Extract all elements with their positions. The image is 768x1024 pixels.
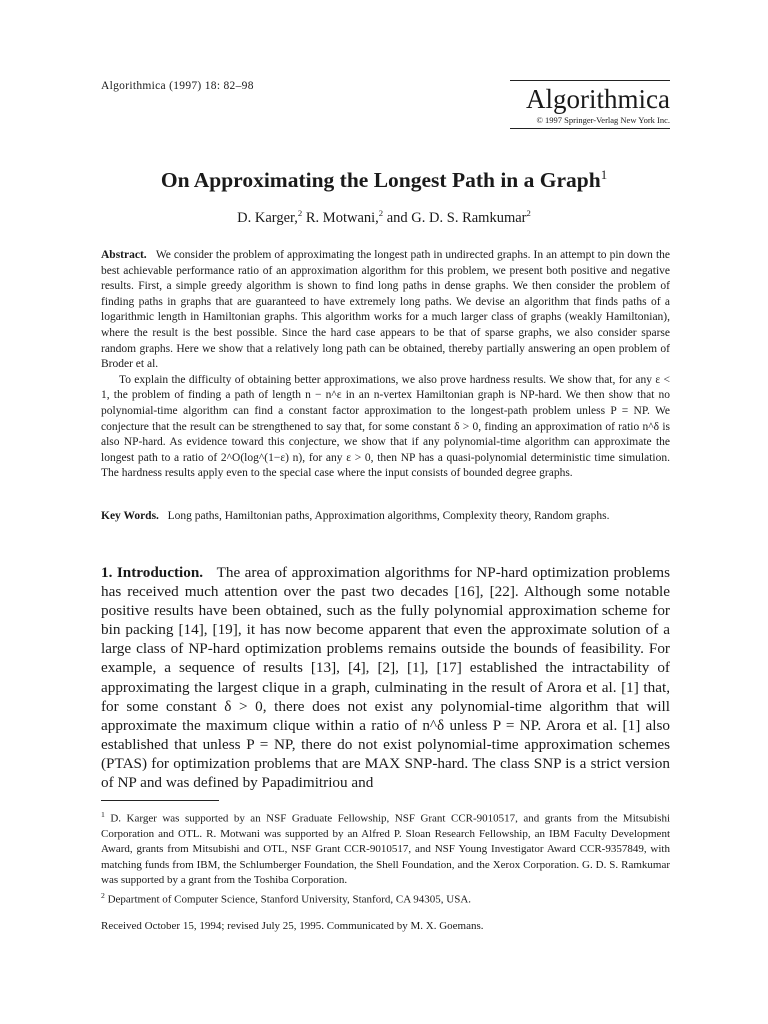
footnote-mark: 2 [101, 891, 105, 901]
abstract-text-1: We consider the problem of approximating the longest path in undirected graphs. In an attempt to pin down the best achievable performance ratio of an approximation algorithm for this problem, we present both positive and negative results. First, a simple greedy algorithm is shown to find long paths in dense graphs. We then consider the problem of finding paths in graphs that are guaranteed to have extremely long paths. We devise an algorithm that finds paths of a logarithmic length in Hamiltonian graphs. This algorithm works for a much larger class of graphs (weakly Hamiltonian), where the result is the best possible. Since the hard case appears to be that of sparse graphs, we also consider sparse random graphs. Here we show that a relatively long path can be obtained, thereby partially answering an open problem of Broder et al. [101, 249, 671, 371]
author-ramkumar: and G. D. S. Ramkumar [383, 209, 527, 226]
author-motwani: R. Motwani, [302, 209, 379, 226]
footnote-1 [101, 807, 670, 888]
keywords-label: Key Words. [101, 510, 159, 522]
author-karger: D. Karger, [237, 209, 298, 226]
abstract-paragraph-1 [101, 248, 670, 373]
title-footnote-mark: 1 [600, 168, 608, 182]
author-mark: 2 [526, 208, 531, 218]
journal-masthead [510, 80, 670, 129]
author-mark: 2 [378, 208, 384, 218]
paper-title [0, 168, 768, 193]
footnote-rule [101, 800, 219, 801]
intro-text: The area of approximation algorithms for NP-hard optimization problems has received much attention over the past two decades [16], [22]. Although some notable positive results have been obtained, such as the fully polynomial approximation scheme for bin packing [14], [19], it has now become apparent that even the approximate solution of a large class of NP-hard optimization problems remains outside the bounds of feasibility. For example, a sequence of results [13], [4], [2], [1], [17] established the intractability of approximating the largest clique in a graph, culminating in the result of Arora et al. [1] that, for some constant δ > 0, there does not exist any polynomial-time algorithm that will approximate the maximum clique within a ratio of n^δ unless P = NP. Arora et al. [1] also established that unless P = NP, there do not exist polynomial-time approximation schemes (PTAS) for optimization problems that are MAX SNP-hard. The class SNP is a strict version of NP and was defined by Papadimitriou and [101, 564, 671, 792]
journal-name: Algorithmica [526, 84, 670, 114]
abstract-text-2: To explain the difficulty of obtaining better approximations, we also prove hardness results. We show that, for any ε < 1, the problem of finding a path of length n − n^ε in an n-vertex Hamiltonian graph is NP-hard. We then show that no polynomial-time algorithm can find a constant factor approximation to the longest-path problem unless P = NP. We conjecture that the result can be strengthened to say that, for some constant δ > 0, finding an approximation of ratio n^δ is also NP-hard. As evidence toward this conjecture, we show that if any polynomial-time algorithm can approximate the longest path to a ratio of 2^O(log^(1−ε) n), for any ε > 0, then NP has a quasi-polynomial deterministic time simulation. The hardness results apply even to the special case where the input consists of bounded degree graphs. [101, 373, 670, 480]
abstract [101, 248, 670, 482]
section-heading: 1. Introduction. [101, 564, 204, 581]
author-list [0, 208, 768, 227]
footnote-2-text: Department of Computer Science, Stanford University, Stanford, CA 94305, USA. [107, 893, 472, 906]
footnote-1-text: D. Karger was supported by an NSF Graduate Fellowship, NSF Grant CCR-9010517, and grants from the Mitsubishi Corporation and OTL. R. Motwani was supported by an Alfred P. Sloan Research Fellowship, an IBM Faculty Development Award, grants from Mitsubishi and OTL, NSF Grant CCR-9010517, and NSF Young Investigator Award CCR-9357849, with matching funds from IBM, the Schlumberger Foundation, the Shell Foundation, and the Xerox Corporation. G. D. S. Ramkumar was supported by a grant from the Toshiba Corporation. [101, 812, 671, 886]
intro-paragraph [101, 563, 670, 792]
masthead-rule [510, 80, 670, 81]
abstract-label: Abstract. [101, 249, 147, 261]
footnote-2 [101, 888, 670, 908]
running-head: Algorithmica (1997) 18: 82–98 [101, 80, 254, 92]
copyright-line: © 1997 Springer-Verlag New York Inc. [510, 115, 670, 129]
keywords [101, 510, 670, 522]
introduction-section [101, 563, 670, 792]
footnote-mark: 1 [101, 810, 105, 819]
received-line: Received October 15, 1994; revised July 25, 1995. Communicated by M. X. Goemans. [101, 920, 484, 932]
footnotes [101, 807, 670, 908]
keywords-text: Long paths, Hamiltonian paths, Approximation algorithms, Complexity theory, Random graphs. [167, 510, 610, 522]
abstract-paragraph-2 [101, 373, 670, 482]
title-text: On Approximating the Longest Path in a Graph [160, 168, 601, 193]
author-mark: 2 [297, 208, 303, 218]
